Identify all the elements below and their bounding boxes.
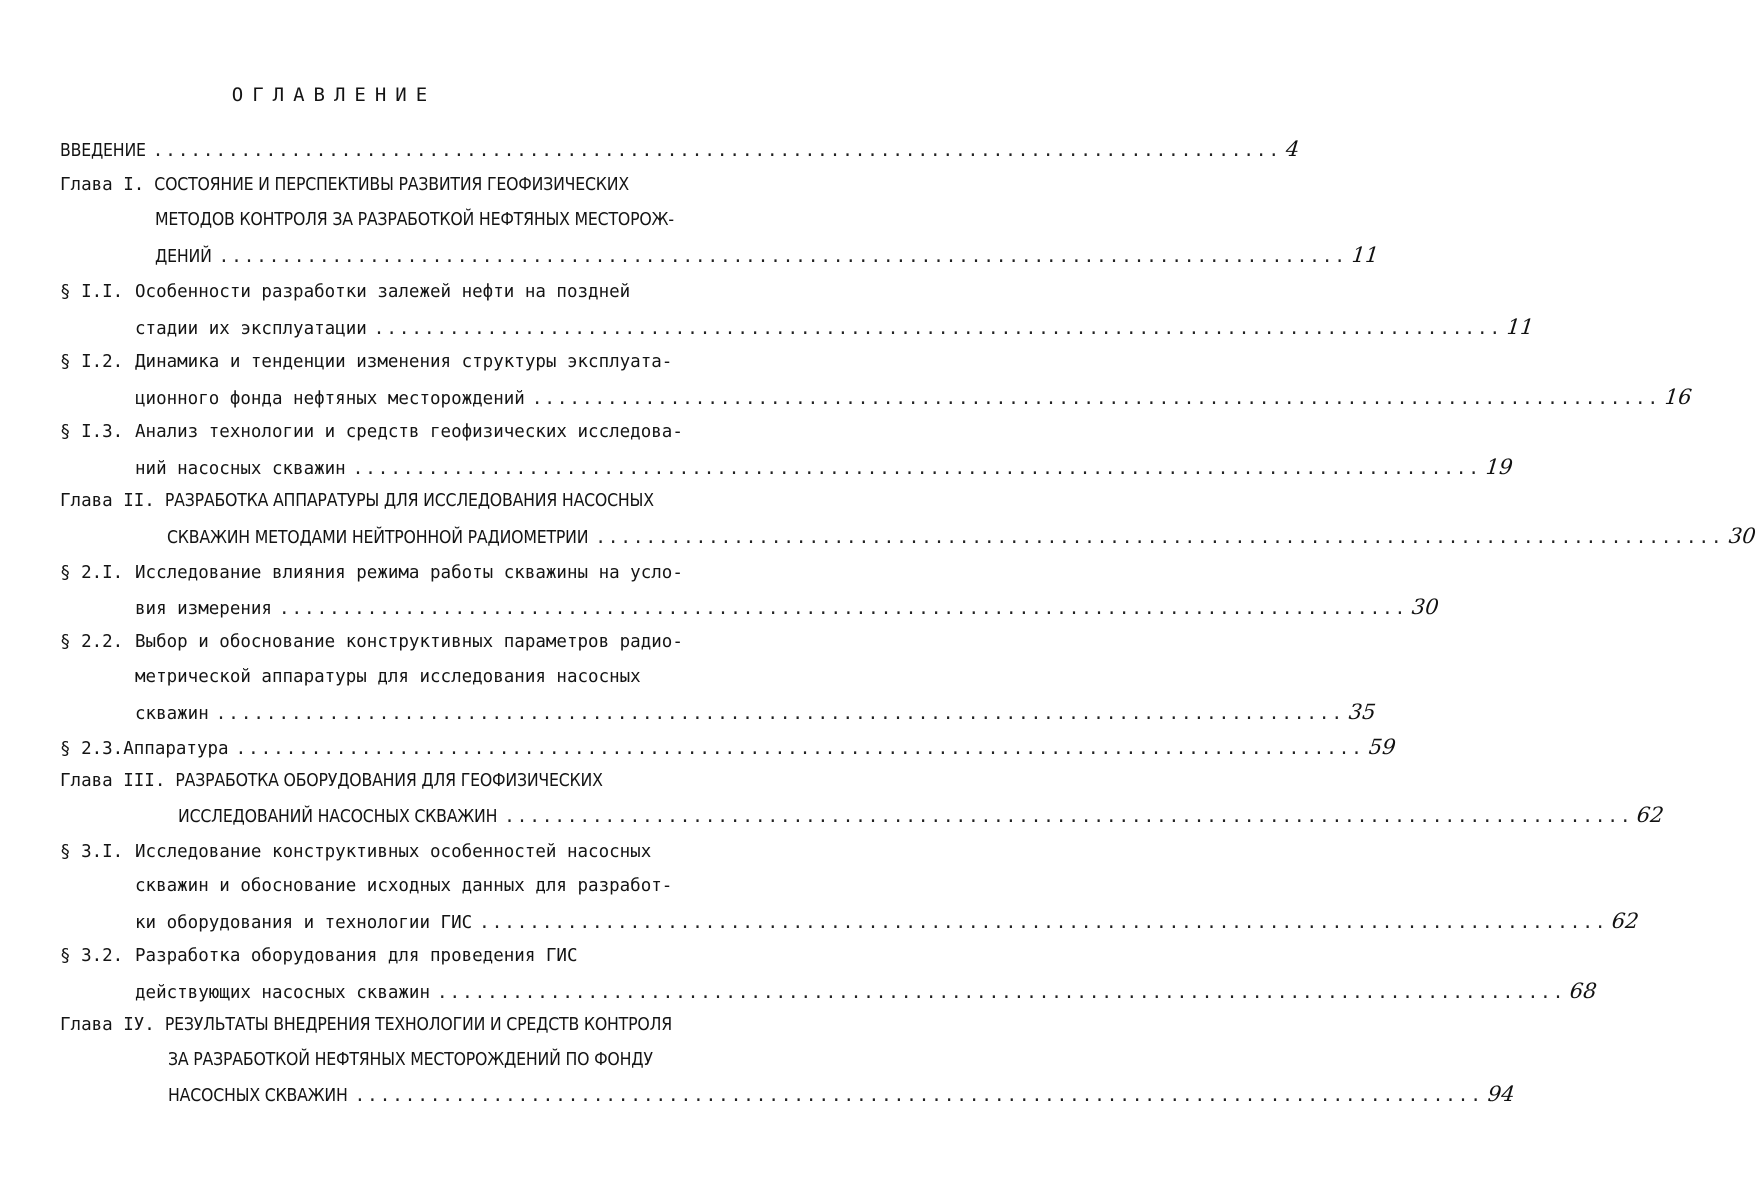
entry-text: РЕЗУЛЬТАТЫ ВНЕДРЕНИЯ ТЕХНОЛОГИИ И СРЕДСТВ КОНТРОЛЯ	[164, 1015, 672, 1035]
entry-text: РАЗРАБОТКА АППАРАТУРЫ ДЛЯ ИССЛЕДОВАНИЯ НАСОСНЫХ	[164, 491, 654, 511]
leader-dots: ..........................................................................................	[531, 389, 1661, 409]
entry-text: Особенности разработки залежей нефти на поздней	[135, 282, 631, 302]
entry-text: ВВЕДЕНИЕ	[60, 141, 146, 161]
toc-entry-s22-line2	[135, 664, 710, 690]
toc-entry-s13-line1	[60, 419, 710, 445]
toc-entry-s12-line1	[60, 349, 710, 375]
leader-dots: ..........................................................................................	[278, 599, 1408, 619]
toc-entry-ch2-line1	[60, 488, 710, 514]
leader-dots: ..........................................................................................	[352, 459, 1481, 479]
toc-entry-s31-line2	[135, 873, 710, 899]
toc-entry-ch1-line1	[60, 172, 710, 198]
toc-entry-ch4-line1	[60, 1012, 720, 1038]
chapter-number: Глава II.	[60, 491, 155, 511]
leader-dots: ..........................................................................................	[504, 807, 1633, 827]
entry-text: ки оборудования и технологии ГИС	[135, 913, 473, 933]
toc-entry-s12-line2	[135, 384, 1694, 410]
toc-entry-ch1-line2	[155, 207, 715, 233]
entry-text: Анализ технологии и средств геофизических исследова-	[135, 422, 683, 442]
section-number: § 2.3.	[60, 739, 124, 759]
page-number: 68	[1568, 979, 1599, 1003]
entry-text: скважин	[135, 704, 209, 724]
entry-text: Выбор и обоснование конструктивных параметров радио-	[135, 632, 683, 652]
toc-entry-s11-line2	[135, 314, 1536, 340]
entry-text: действующих насосных скважин	[135, 983, 431, 1003]
chapter-number: Глава I.	[60, 175, 145, 195]
entry-text: ционного фонда нефтяных месторождений	[135, 389, 525, 409]
toc-entry-s23	[60, 734, 1397, 760]
page-number: 19	[1484, 455, 1514, 479]
toc-entry-s13-line2	[135, 454, 1514, 480]
section-number: § 3.2.	[60, 946, 124, 966]
toc-entry-ch1-line3	[155, 242, 1380, 268]
toc-entry-ch4-line2	[168, 1047, 713, 1073]
leader-dots: ..........................................................................................	[479, 913, 1608, 933]
toc-entry-s22-line3	[135, 699, 1377, 725]
entry-text: СКВАЖИН МЕТОДАМИ НЕЙТРОННОЙ РАДИОМЕТРИИ	[167, 528, 589, 548]
leader-dots: ..........................................................................................	[354, 1086, 1483, 1106]
section-number: § 3.I.	[60, 842, 124, 862]
entry-text: скважин и обоснование исходных данных для разработ-	[135, 876, 673, 896]
entry-text: ний насосных скважин	[135, 459, 346, 479]
page-number: 30	[1410, 595, 1441, 619]
page-title: ОГЛАВЛЕНИЕ	[231, 84, 437, 106]
entry-text: Разработка оборудования для проведения ГИС	[135, 946, 578, 966]
leader-dots: ..........................................................................................	[218, 247, 1347, 267]
toc-entry-ch4-line3	[168, 1081, 1516, 1107]
toc-entry-ch3-line1	[60, 768, 710, 794]
toc-entry-s22-line1	[60, 629, 710, 655]
page-number: 62	[1611, 909, 1641, 933]
entry-text: Исследование конструктивных особенностей насосных	[135, 842, 652, 862]
toc-entry-s31-line3	[135, 908, 1641, 934]
entry-text: НАСОСНЫХ СКВАЖИН	[168, 1086, 348, 1106]
leader-dots: ..........................................................................................	[152, 141, 1281, 161]
page-number: 11	[1350, 243, 1380, 267]
toc-entry-s32-line1	[60, 943, 710, 969]
toc-entry-s31-line1	[60, 839, 710, 865]
leader-dots: ..........................................................................................	[235, 739, 1364, 759]
toc-entry-s21-line2	[135, 594, 1441, 620]
entry-text: СОСТОЯНИЕ И ПЕРСПЕКТИВЫ РАЗВИТИЯ ГЕОФИЗИЧЕСКИХ	[154, 175, 629, 195]
entry-text: стадии их эксплуатации	[135, 319, 367, 339]
leader-dots: ..........................................................................................	[215, 704, 1344, 724]
section-number: § I.3.	[60, 422, 124, 442]
leader-dots: ..........................................................................................	[595, 528, 1724, 548]
entry-text: метрической аппаратуры для исследования насосных	[135, 667, 641, 687]
section-number: § 2.2.	[60, 632, 124, 652]
page-number: 62	[1636, 803, 1666, 827]
toc-entry-ch2-line2	[167, 523, 1757, 549]
toc-entry-intro	[60, 136, 1301, 162]
entry-text: Исследование влияния режима работы скважины на усло-	[135, 563, 683, 583]
entry-text: ИССЛЕДОВАНИЙ НАСОСНЫХ СКВАЖИН	[178, 807, 498, 827]
toc-entry-s21-line1	[60, 560, 710, 586]
entry-text: РАЗРАБОТКА ОБОРУДОВАНИЯ ДЛЯ ГЕОФИЗИЧЕСКИХ	[175, 771, 603, 791]
leader-dots: ..........................................................................................	[373, 319, 1503, 339]
page-number: 16	[1663, 385, 1694, 409]
section-number: § I.I.	[60, 282, 124, 302]
entry-text: МЕТОДОВ КОНТРОЛЯ ЗА РАЗРАБОТКОЙ НЕФТЯНЫХ МЕСТОРОЖ-	[155, 210, 674, 230]
page-number: 30	[1727, 524, 1757, 548]
page-number: 4	[1284, 137, 1301, 161]
entry-text: вия измерения	[135, 599, 272, 619]
toc-entry-s32-line2	[135, 978, 1599, 1004]
entry-text: ДЕНИЙ	[155, 247, 212, 267]
page-number: 11	[1505, 315, 1536, 339]
entry-text: Аппаратура	[123, 739, 229, 759]
section-number: § I.2.	[60, 352, 124, 372]
chapter-number: Глава III.	[60, 771, 166, 791]
page-number: 94	[1486, 1082, 1516, 1106]
section-number: § 2.I.	[60, 563, 124, 583]
leader-dots: ..........................................................................................	[437, 983, 1566, 1003]
chapter-number: Глава IУ.	[60, 1015, 155, 1035]
entry-text: Динамика и тенденции изменения структуры эксплуата-	[135, 352, 673, 372]
entry-text: ЗА РАЗРАБОТКОЙ НЕФТЯНЫХ МЕСТОРОЖДЕНИЙ ПО ФОНДУ	[168, 1050, 653, 1070]
page-number: 35	[1347, 700, 1377, 724]
toc-entry-s11-line1	[60, 279, 710, 305]
toc-entry-ch3-line2	[178, 802, 1666, 828]
page-number: 59	[1367, 735, 1397, 759]
